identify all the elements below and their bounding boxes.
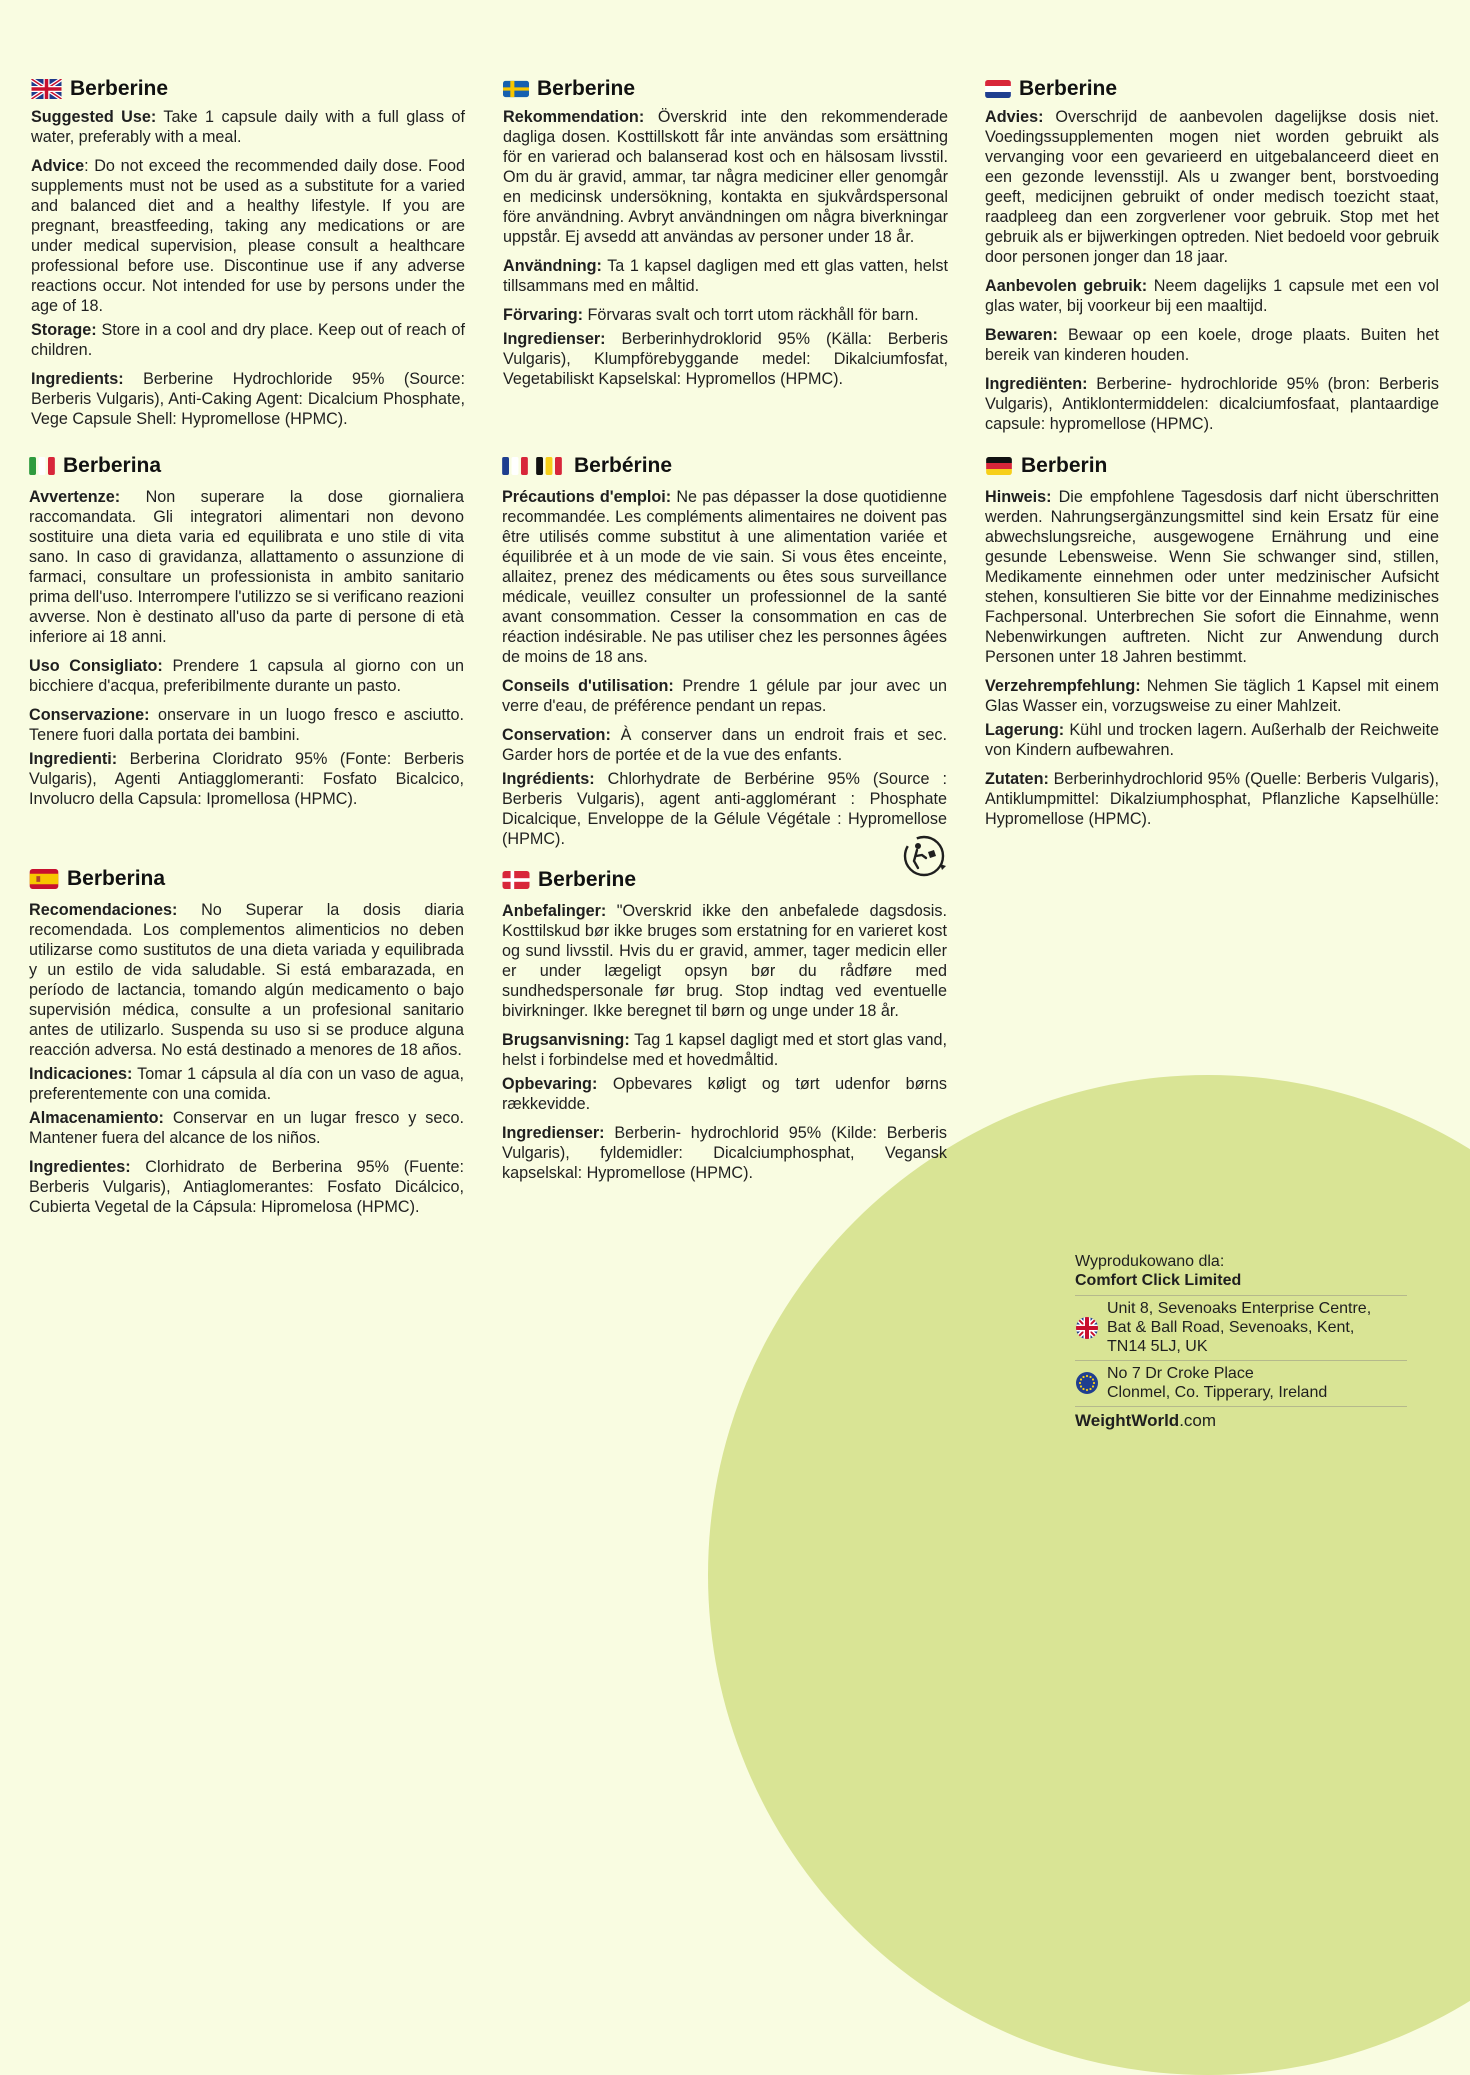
paragraph-ingredients: Ingrediënten: Berberine- hydrochloride 95% (bron: Berberis Vulgaris), Antiklontermiddelen: dicalciumfosfaat, plantaardige capsule: hypromellose (HPMC). [985, 375, 1439, 433]
section-title: Berberina [63, 454, 162, 477]
section-heading [29, 867, 464, 891]
section-heading [503, 77, 948, 101]
denmark-flag-icon [502, 871, 530, 889]
brand-website: WeightWorld.com [1075, 1406, 1407, 1431]
paragraph-precautions: Précautions d'emploi: Ne pas dépasser la dose quotidienne recommandée. Les compléments alimentaires ne doivent pas être utilisés comme substitut à une alimentation variée et équilibrée et à un mode de vie sain. Si vous êtes enceinte, allaitez, prenez des médicaments ou êtes sous surveillance médicale, veuillez consulter un professionnel de la santé avant consommation. Cesser la consommation en cas de réaction indésirable. Ne pas utiliser chez les personnes âgées de moins de 18 ans. [502, 488, 948, 666]
paragraph-ingredients: Ingredienser: Berberin- hydrochlorid 95% (Kilde: Berberis Vulgaris), fyldemidler: Dicalciumphosphat, Vegansk kapselskal: Hypromellose (HPMC). [502, 1124, 947, 1182]
paragraph-storage: Storage: Store in a cool and dry place. Keep out of reach of children. [31, 321, 465, 359]
ie-address: No 7 Dr Croke Place Clonmel, Co. Tipperary, Ireland [1107, 1365, 1328, 1401]
section-heading [31, 77, 465, 101]
manufacturer-info [1075, 1252, 1407, 1431]
uk-address: Unit 8, Sevenoaks Enterprise Centre, Bat & Ball Road, Sevenoaks, Kent, TN14 5LJ, UK [1107, 1300, 1372, 1355]
paragraph-advice: Advice: Do not exceed the recommended daily dose. Food supplements must not be used as a substitute for a varied and balanced diet and a healthy lifestyle. If you are pregnant, breastfeeding, taking any medications or are under medical supervision, please consult a healthcare professional before use. Discontinue use if any adverse reactions occur. Not intended for use by persons under the age of 18. [31, 157, 465, 315]
paragraph-usage: Användning: Ta 1 kapsel dagligen med ett glas vatten, helst tillsammans med en måltid. [503, 257, 948, 295]
paragraph-storage: Bewaren: Bewaar op een koele, droge plaats. Buiten het bereik van kinderen houden. [985, 326, 1439, 364]
paragraph-recommended-use: Aanbevolen gebruik: Neem dagelijks 1 capsule met een vol glas water, bij voorkeur bij een maaltijd. [985, 277, 1439, 315]
paragraph-suggested-use: Suggested Use: Take 1 capsule daily with a full glass of water, preferably with a meal. [31, 108, 465, 146]
paragraph-storage: Förvaring: Förvaras svalt och torrt utom räckhåll för barn. [503, 306, 919, 324]
paragraph-usage-tips: Conseils d'utilisation: Prendre 1 gélule par jour avec un verre d'eau, de préférence pendant un repas. [502, 677, 947, 715]
paragraph-directions: Brugsanvisning: Tag 1 kapsel dagligt med et stort glas vand, helst i forbindelse med et hovedmåltid. [502, 1031, 947, 1069]
paragraph-recommendations: Recomendaciones: No Superar la dosis diaria recomendada. Los complementos alimenticios no deben utilizarse como sustitutos de una dieta variada y equilibrada y un estilo de vida saludable. Si está embarazada, en período de lactancia, tomando algún medicamento o bajo supervisión médica, consulte a un profesional sanitario antes de utilizarlo. Suspenda su uso si se produce alguna reacción adversa. No está destinado a menores de 18 años. [29, 901, 464, 1059]
ie-address-row [1075, 1360, 1407, 1406]
paragraph-recommended-use: Uso Consigliato: Prendere 1 capsula al giorno con un bicchiere d'acqua, preferibilmente durante un pasto. [29, 657, 464, 695]
paragraph-storage: Conservazione: onservare in un luogo fresco e asciutto. Tenere fuori dalla portata dei bambini. [29, 706, 464, 744]
belgium-flag-icon [536, 457, 562, 475]
recycle-person-icon [902, 834, 948, 883]
paragraph-consumption: Verzehrempfehlung: Nehmen Sie täglich 1 Kapsel mit einem Glas Wasser ein, vorzugsweise zu einer Mahlzeit. [985, 677, 1439, 715]
paragraph-advice: Advies: Overschrijd de aanbevolen dagelijkse dosis niet. Voedingssupplementen mogen niet worden gebruikt als vervanging voor een gevarieerd en uitgebalanceerd dieet en een gezonde levensstijl. Als u zwanger bent, borstvoeding geeft, medicijnen gebruikt of onder medisch toezicht staat, raadpleeg dan een zorgverlener voor gebruik. Stop met het gebruik als er bijwerkingen optreden. Niet bedoeld voor gebruik door personen jonger dan 18 jaar. [985, 108, 1439, 266]
sweden-flag-icon [503, 80, 529, 98]
section-swedish [503, 77, 948, 389]
section-heading [985, 454, 1439, 478]
decorative-circle [708, 1075, 1470, 2075]
manufacturer-label: Wyprodukowano dla: [1075, 1253, 1225, 1270]
section-heading [985, 77, 1439, 101]
paragraph-warnings: Avvertenze: Non superare la dose giornaliera raccomandata. Gli integratori alimentari non devono sostituire una dieta varia ed equilibrata e uno stile di vita sano. In caso di gravidanza, allattamento o assunzione di farmaci, consultare un professionista in ambito sanitario prima dell'uso. Interrompere l'utilizzo se si verificano reazioni avverse. Non è destinato all'uso da parte di persone di età inferiore ai 18 anni. [29, 488, 464, 646]
section-german [985, 454, 1439, 829]
germany-flag-icon [985, 457, 1013, 475]
section-heading [502, 868, 947, 892]
paragraph-storage: Opbevaring: Opbevares køligt og tørt udenfor børns rækkevidde. [502, 1075, 947, 1113]
paragraph-ingredients: Ingredienti: Berberina Cloridrato 95% (Fonte: Berberis Vulgaris), Agenti Antiagglomeranti: Fosfato Bicalcico, Involucro della Capsula: Ipromellosa (HPMC). [29, 750, 464, 808]
italy-flag-icon [29, 457, 55, 475]
uk-flag-icon [1075, 1316, 1099, 1340]
section-title: Berberine [70, 77, 169, 100]
company-name: Comfort Click Limited [1075, 1272, 1242, 1289]
uk-address-row [1075, 1295, 1407, 1360]
paragraph-ingredients: Ingredienser: Berberinhydroklorid 95% (Källa: Berberis Vulgaris), Klumpförebyggande medel: Dikalciumfosfat, Vegetabiliskt Kapselskal: Hypromellos (HPMC). [503, 330, 948, 388]
section-english [31, 77, 465, 429]
section-spanish [29, 867, 464, 1217]
paragraph-recommendation: Rekommendation: Överskrid inte den rekommenderade dagliga dosen. Kosttillskott får inte användas som ersättning för en varierad och balanserad kost och en hälsosam livsstil. Om du är gravid, ammar, tar några mediciner eller genomgår en medicinsk undersökning, kontakta en sjukvårdspersonal före användning. Avbryt användningen om några biverkningar uppstår. Ej avsedd att användas av personer under 18 år. [503, 108, 948, 246]
paragraph-indications: Indicaciones: Tomar 1 cápsula al día con un vaso de agua, preferentemente con una comida. [29, 1065, 464, 1103]
paragraph-ingredients: Ingredientes: Clorhidrato de Berberina 95% (Fuente: Berberis Vulgaris), Antiaglomerantes: Fosfato Dicálcico, Cubierta Vegetal de la Cápsula: Hipromelosa (HPMC). [29, 1158, 464, 1216]
section-dutch [985, 77, 1439, 434]
section-title: Berbérine [574, 454, 673, 477]
paragraph-ingredients: Ingrédients: Chlorhydrate de Berbérine 95% (Source : Berberis Vulgaris), agent anti-agglomérant : Phosphate Dicalcique, Enveloppe de la Gélule Végétale : Hypromellose (HPMC). [502, 770, 947, 848]
section-title: Berberine [1019, 77, 1118, 100]
spain-flag-icon [29, 869, 59, 889]
section-title: Berberin [1021, 454, 1108, 477]
paragraph-storage: Lagerung: Kühl und trocken lagern. Außerhalb der Reichweite von Kindern aufbewahren. [985, 721, 1439, 759]
france-flag-icon [502, 457, 528, 475]
paragraph-storage: Conservation: À conserver dans un endroit frais et sec. Garder hors de portée et de la vue des enfants. [502, 726, 947, 764]
paragraph-recommendations: Anbefalinger: "Overskrid ikke den anbefalede dagsdosis. Kosttilskud bør ikke bruges som erstatning for en varieret kost og sund livsstil. Hvis du er gravid, ammer, tager medicin eller er under lægeligt opsyn bør du rådføre med sundhedspersonale før brug. Stop indtag ved eventuelle bivirkninger. Ikke beregnet til børn og unge under 18 år. [502, 902, 947, 1020]
paragraph-notice: Hinweis: Die empfohlene Tagesdosis darf nicht überschritten werden. Nahrungsergänzungsmittel sind kein Ersatz für eine abwechslungsreiche, ausgewogene Ernährung und eine gesunde Lebensweise. Wenn Sie schwanger sind, stillen, Medikamente einnehmen oder unter medzinischer Aufsicht stehen, konsultieren Sie bitte vor der Einnahme medizinisches Fachpersonal. Unterbrechen Sie sofort die Einnahme, wenn Nebenwirkungen auftreten. Nicht zur Anwendung durch Personen unter 18 Jahren bestimmt. [985, 488, 1439, 666]
eu-flag-icon [1075, 1371, 1099, 1395]
section-french [502, 454, 947, 849]
section-title: Berberina [67, 867, 166, 890]
uk-flag-icon [31, 79, 62, 99]
paragraph-ingredients: Zutaten: Berberinhydrochlorid 95% (Quelle: Berberis Vulgaris), Antiklumpmittel: Dikalziumphosphat, Pflanzliche Kapselhülle: Hypromellose (HPMC). [985, 770, 1439, 828]
section-danish [502, 868, 947, 1183]
section-title: Berberine [538, 868, 637, 891]
section-title: Berberine [537, 77, 636, 100]
paragraph-storage: Almacenamiento: Conservar en un lugar fresco y seco. Mantener fuera del alcance de los niños. [29, 1109, 464, 1147]
section-heading [29, 454, 464, 478]
section-heading [502, 454, 947, 478]
netherlands-flag-icon [985, 80, 1011, 98]
section-italian [29, 454, 464, 809]
paragraph-ingredients: Ingredients: Berberine Hydrochloride 95% (Source: Berberis Vulgaris), Anti-Caking Agent: Dicalcium Phosphate, Vege Capsule Shell: Hypromellose (HPMC). [31, 370, 465, 428]
